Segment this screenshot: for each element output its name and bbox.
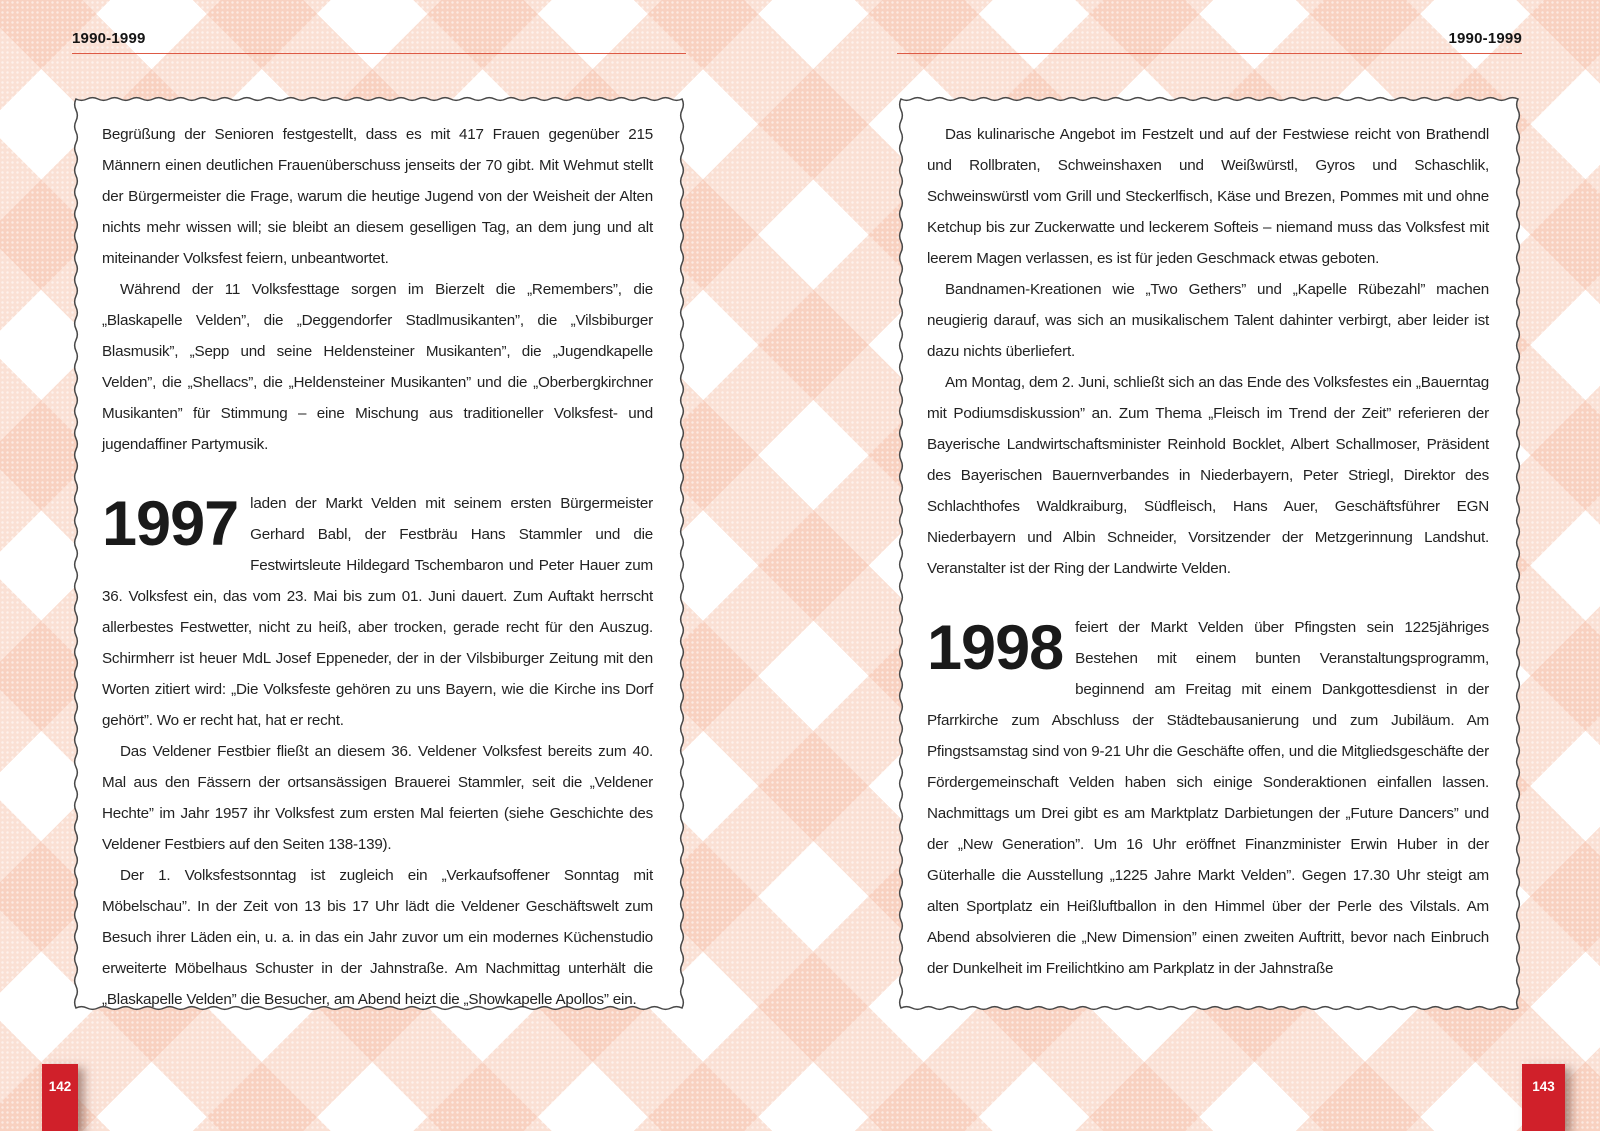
year-1998-label: 1998	[927, 613, 1064, 683]
year-1997-label: 1997	[102, 489, 239, 559]
right-page-header: 1990-1999	[897, 30, 1522, 54]
paragraph: Der 1. Volksfestsonntag ist zugleich ein „Verkaufsoffener Sonntag mit Möbelschau”. In der Zeit von 13 bis 17 Uhr lädt die Veldener Geschäftswelt zum Besuch ihrer Läden ein, u. a. in das ein Jahr zuvor um ein modernes Küchenstudio erweiterte Möbelhaus Schuster in der Jahnstraße. Am Nachmittag unterhält die „Blaskapelle Velden” die Besucher, am Abend heizt die „Showkapelle Apollos” ein.	[102, 867, 653, 1008]
left-page-header: 1990-1999	[72, 30, 686, 54]
right-page-text	[897, 95, 1522, 984]
year-1998-text: feiert der Markt Velden über Pfingsten sein 1225jähriges Bestehen mit einem bunten Veranstaltungsprogramm, beginnend am Freitag mit einem Dankgottesdienst in der Pfarrkirche zum Abschluss der Städtebausanierung und zum Jubiläum. Am Pfingstsamstag sind von 9-21 Uhr die Geschäfte offen, und die Mitgliedsgeschäfte der Fördergemeinschaft Velden haben sich einige Sonderaktionen einfallen lassen. Nachmittags um Drei gibt es am Marktplatz Darbietungen der „Future Dancers” und der „New Generation”. Um 16 Uhr eröffnet Finanzminister Erwin Huber in der Güterhalle die Ausstellung „1225 Jahre Markt Velden”. Gegen 17.30 Uhr steigt am alten Sportplatz ein Heißluftballon in den Himmel über der Perle des Vilstals. Am Abend absolvieren die „New Dimension” einen zweiten Auftritt, bevor nach Einbruch der Dunkelheit im Freilichtkino am Parkplatz in der Jahnstraße	[927, 619, 1489, 977]
right-content-box	[897, 95, 1522, 1012]
paragraph: Bandnamen-Kreationen wie „Two Gethers” und „Kapelle Rübezahl” machen neugierig darauf, was sich an musikalischem Talent dahinter verbirgt, aber leider ist dazu nichts überliefert.	[927, 281, 1489, 360]
year-1998-section	[927, 612, 1489, 984]
paragraph: Das kulinarische Angebot im Festzelt und auf der Festwiese reicht von Brathendl und Rollbraten, Schweinshaxen und Weißwürstl, Gyros und Schaschlik, Schweinswürstl vom Grill und Steckerlfisch, Käse und Brezen, Pommes mit und ohne Ketchup bis zur Zuckerwatte und leckerem Softeis – niemand muss das Volksfest mit leerem Magen verlassen, es ist für jeden Geschmack etwas geboten.	[927, 126, 1489, 267]
year-1997-text: laden der Markt Velden mit seinem ersten Bürgermeister Gerhard Babl, der Festbräu Hans Stammler und die Festwirtsleute Hildegard Tschembaron und Peter Hauer zum 36. Volksfest ein, das vom 23. Mai bis zum 01. Juni dauert. Zum Auftakt herrscht allerbestes Festwetter, nicht zu heiß, aber trocken, gerade recht für den Auszug. Schirmherr ist heuer MdL Josef Eppeneder, der in der Vilsbiburger Zeitung mit den Worten zitiert wird: „Die Volksfeste gehören zu uns Bayern, wie die Kirche ins Dorf gehört”. Wo er recht hat, hat er recht.	[102, 495, 653, 729]
page-number-tab-142: 142	[42, 1064, 78, 1131]
paragraph: Am Montag, dem 2. Juni, schließt sich an das Ende des Volksfestes ein „Bauerntag mit Podiumsdiskussion” an. Zum Thema „Fleisch im Trend der Zeit” referieren der Bayerische Landwirtschaftsminister Reinhold Bocklet, Albert Schallmoser, Präsident des Bayerischen Bauernverbandes in Niederbayern, Peter Striegl, Direktor des Schlachthofes Waldkraiburg, Südfleisch, Hans Auer, Geschäftsführer EGN Niederbayern und Albin Schneider, Vorsitzender der Metzgerinnung Landshut. Veranstalter ist der Ring der Landwirte Velden.	[927, 374, 1489, 577]
paragraph: Begrüßung der Senioren festgestellt, dass es mit 417 Frauen gegenüber 215 Männern einen deutlichen Frauenüberschuss jenseits der 70 gibt. Mit Wehmut stellt der Bürgermeister die Frage, warum die heutige Jugend von der Weisheit der Alten nichts mehr wissen will; sie bleibt an diesem geselligen Tag, an dem jung und alt miteinander Volksfest feiern, unbeantwortet.	[102, 126, 653, 267]
year-1997-section	[102, 488, 653, 736]
paragraph: Das Veldener Festbier fließt an diesem 36. Veldener Volksfest bereits zum 40. Mal aus den Fässern der ortsansässigen Brauerei Stammler, seit die „Veldener Hechte” im Jahr 1957 ihr Volksfest zum ersten Mal feierten (siehe Geschichte des Veldener Festbiers auf den Seiten 138-139).	[102, 743, 653, 853]
left-content-box	[72, 95, 686, 1012]
paragraph: Während der 11 Volksfesttage sorgen im Bierzelt die „Remembers”, die „Blaskapelle Velden”, die „Deggendorfer Stadlmusikanten”, die „Vilsbiburger Blasmusik”, „Sepp und seine Heldensteiner Musikanten”, die „Jugendkapelle Velden”, die „Shellacs”, die „Heldensteiner Musikanten” und die „Oberbergkirchner Musikanten” für Stimmung – eine Mischung aus traditioneller Volksfest- und jugendaffiner Partymusik.	[102, 281, 653, 453]
left-page-text	[72, 95, 686, 1015]
page-number-tab-143: 143	[1522, 1064, 1565, 1131]
